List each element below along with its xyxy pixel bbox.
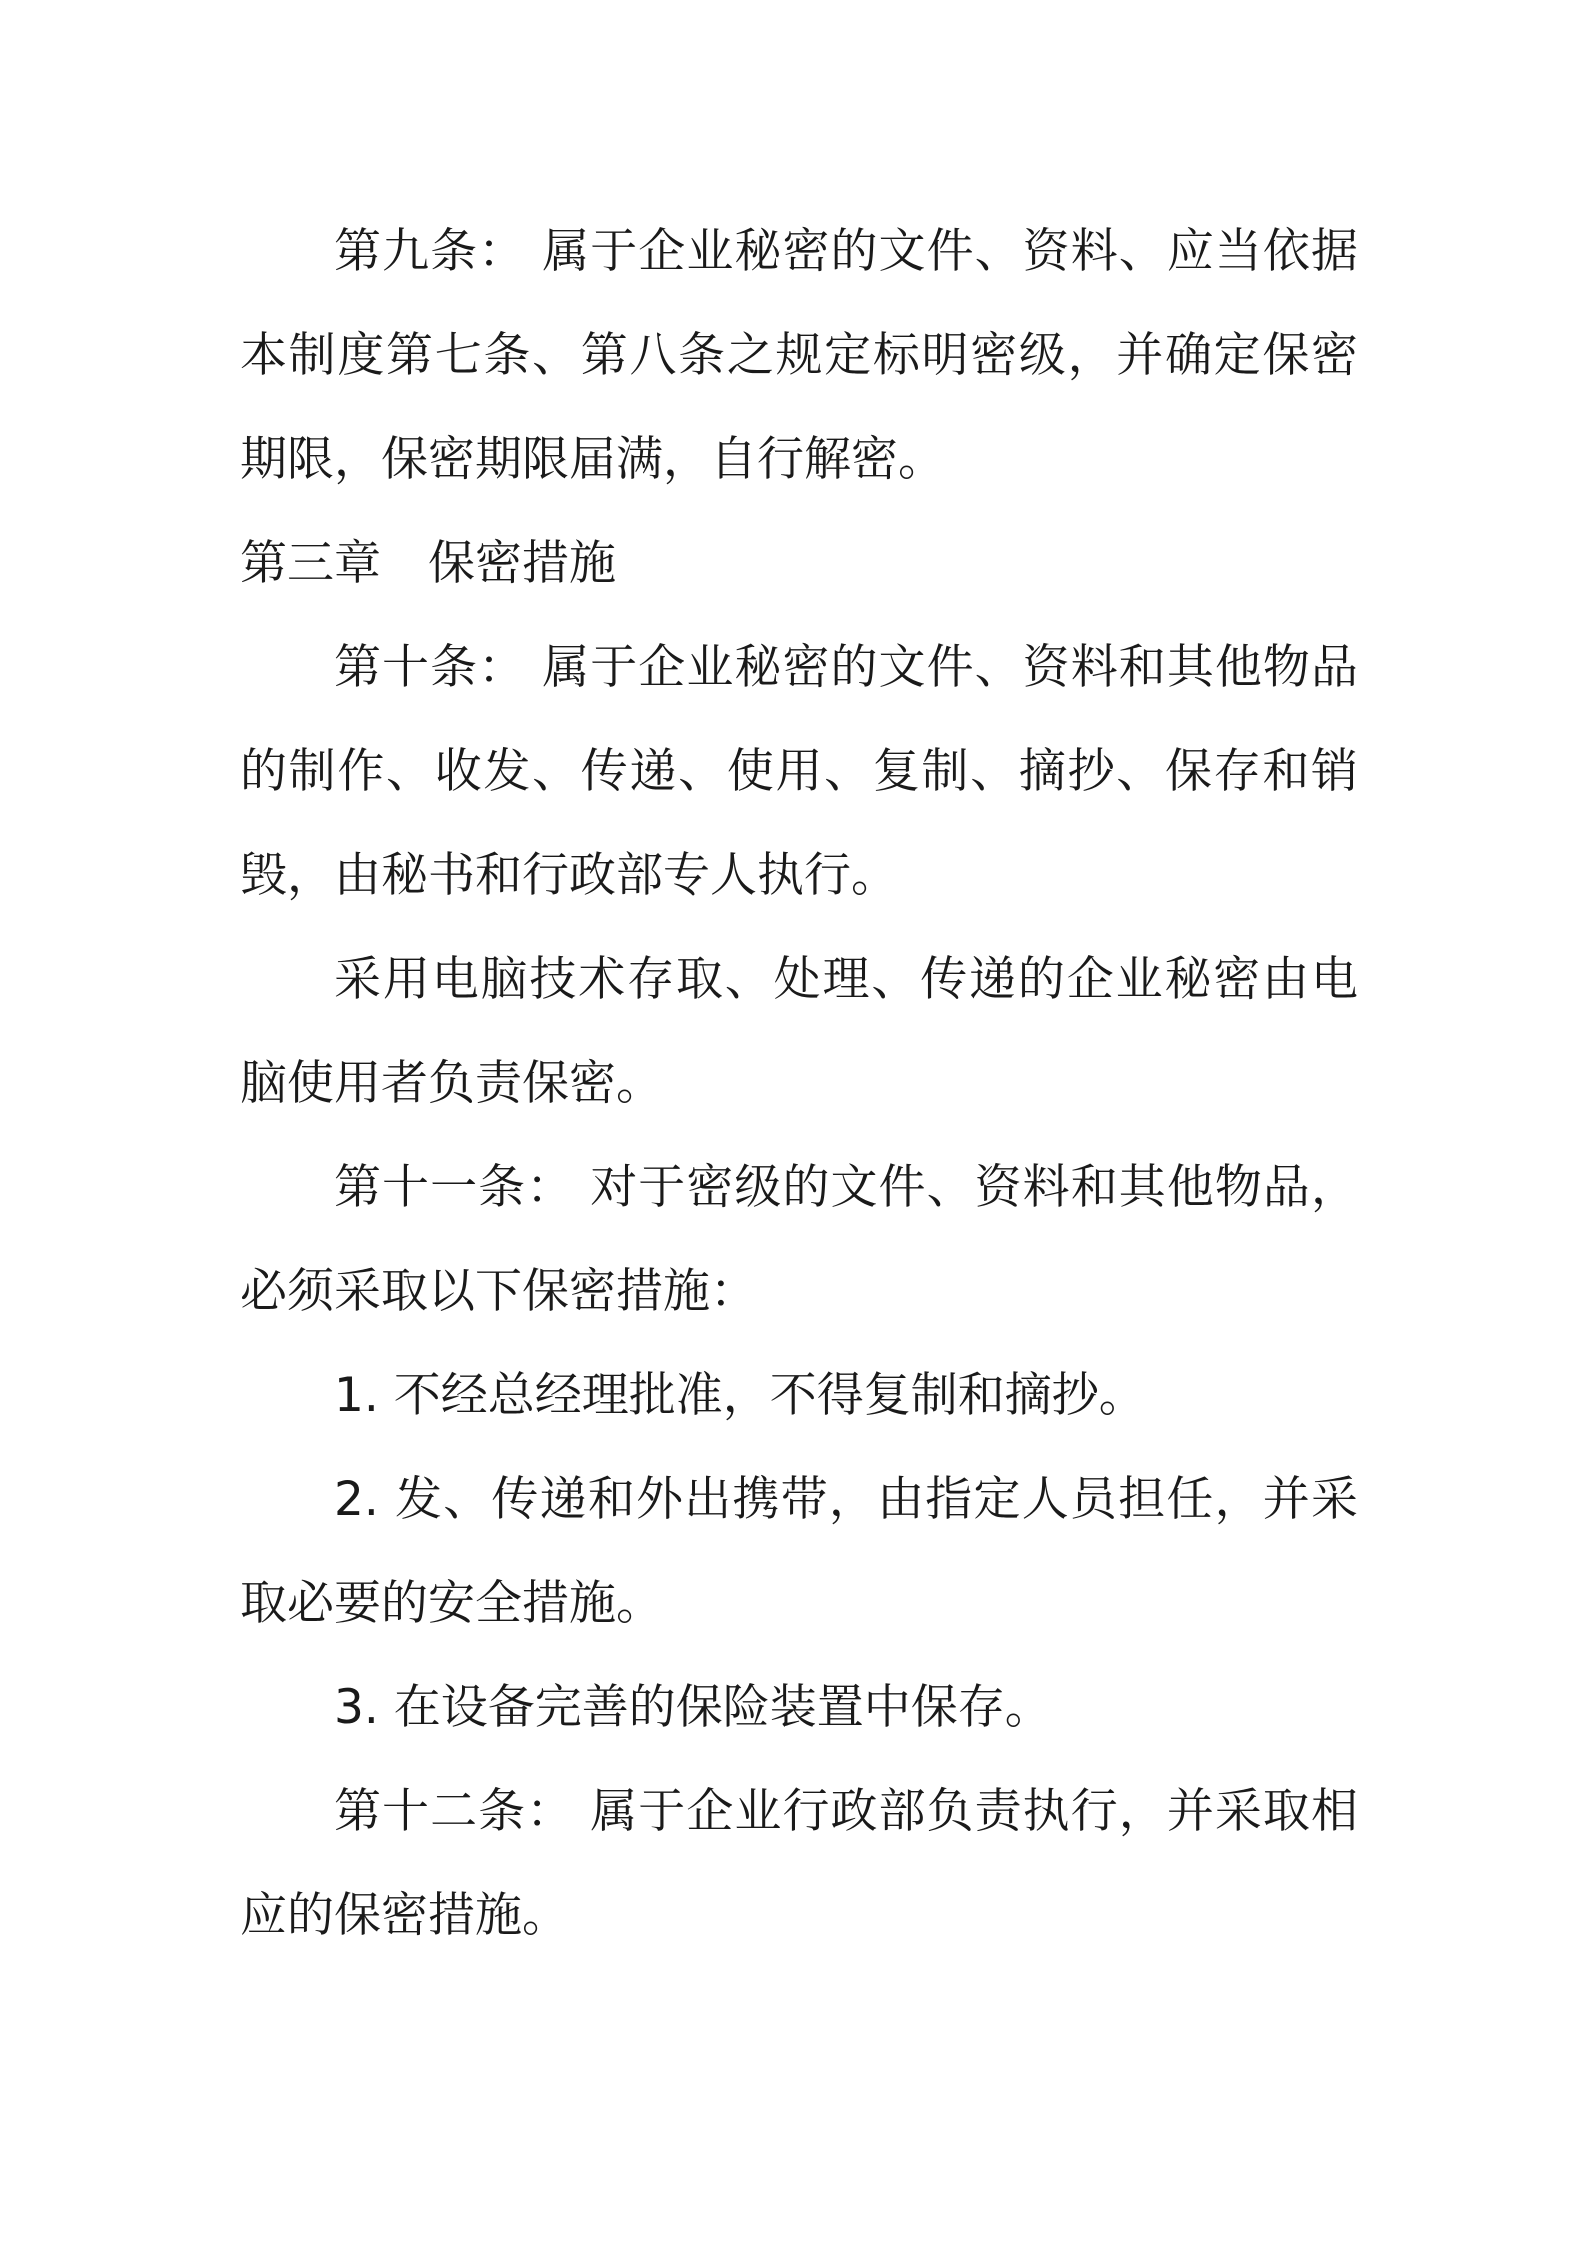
list-item-1: 1. 不经总经理批准，不得复制和摘抄。 <box>334 1368 1146 1423</box>
list-item-2: 2. 发、传递和外出携带，由指定人员担任，并采取必要的安全措施。 <box>240 1472 1358 1631</box>
article-10-note-paragraph: 采用电脑技术存取、处理、传递的企业秘密由电脑使用者负责保密。 <box>240 952 1358 1111</box>
article-11-paragraph: 第十一条： 对于密级的文件、资料和其他物品，必须采取以下保密措施： <box>240 1160 1358 1319</box>
chapter-title: 保密措施 <box>428 536 616 591</box>
article-9-paragraph: 第九条： 属于企业秘密的文件、资料、应当依据本制度第七条、第八条之规定标明密级，并确定保密期限，保密期限届满，自行解密。 <box>240 224 1358 487</box>
document-body <box>240 200 1358 1968</box>
chapter-heading <box>240 512 1358 616</box>
article-12-paragraph: 第十二条： 属于企业行政部负责执行，并采取相应的保密措施。 <box>240 1784 1358 1943</box>
article-10-paragraph: 第十条： 属于企业秘密的文件、资料和其他物品的制作、收发、传递、使用、复制、摘抄、保存和销毁，由秘书和行政部专人执行。 <box>240 640 1358 903</box>
list-item-3: 3. 在设备完善的保险装置中保存。 <box>334 1680 1052 1735</box>
chapter-number: 第三章 <box>240 536 381 591</box>
